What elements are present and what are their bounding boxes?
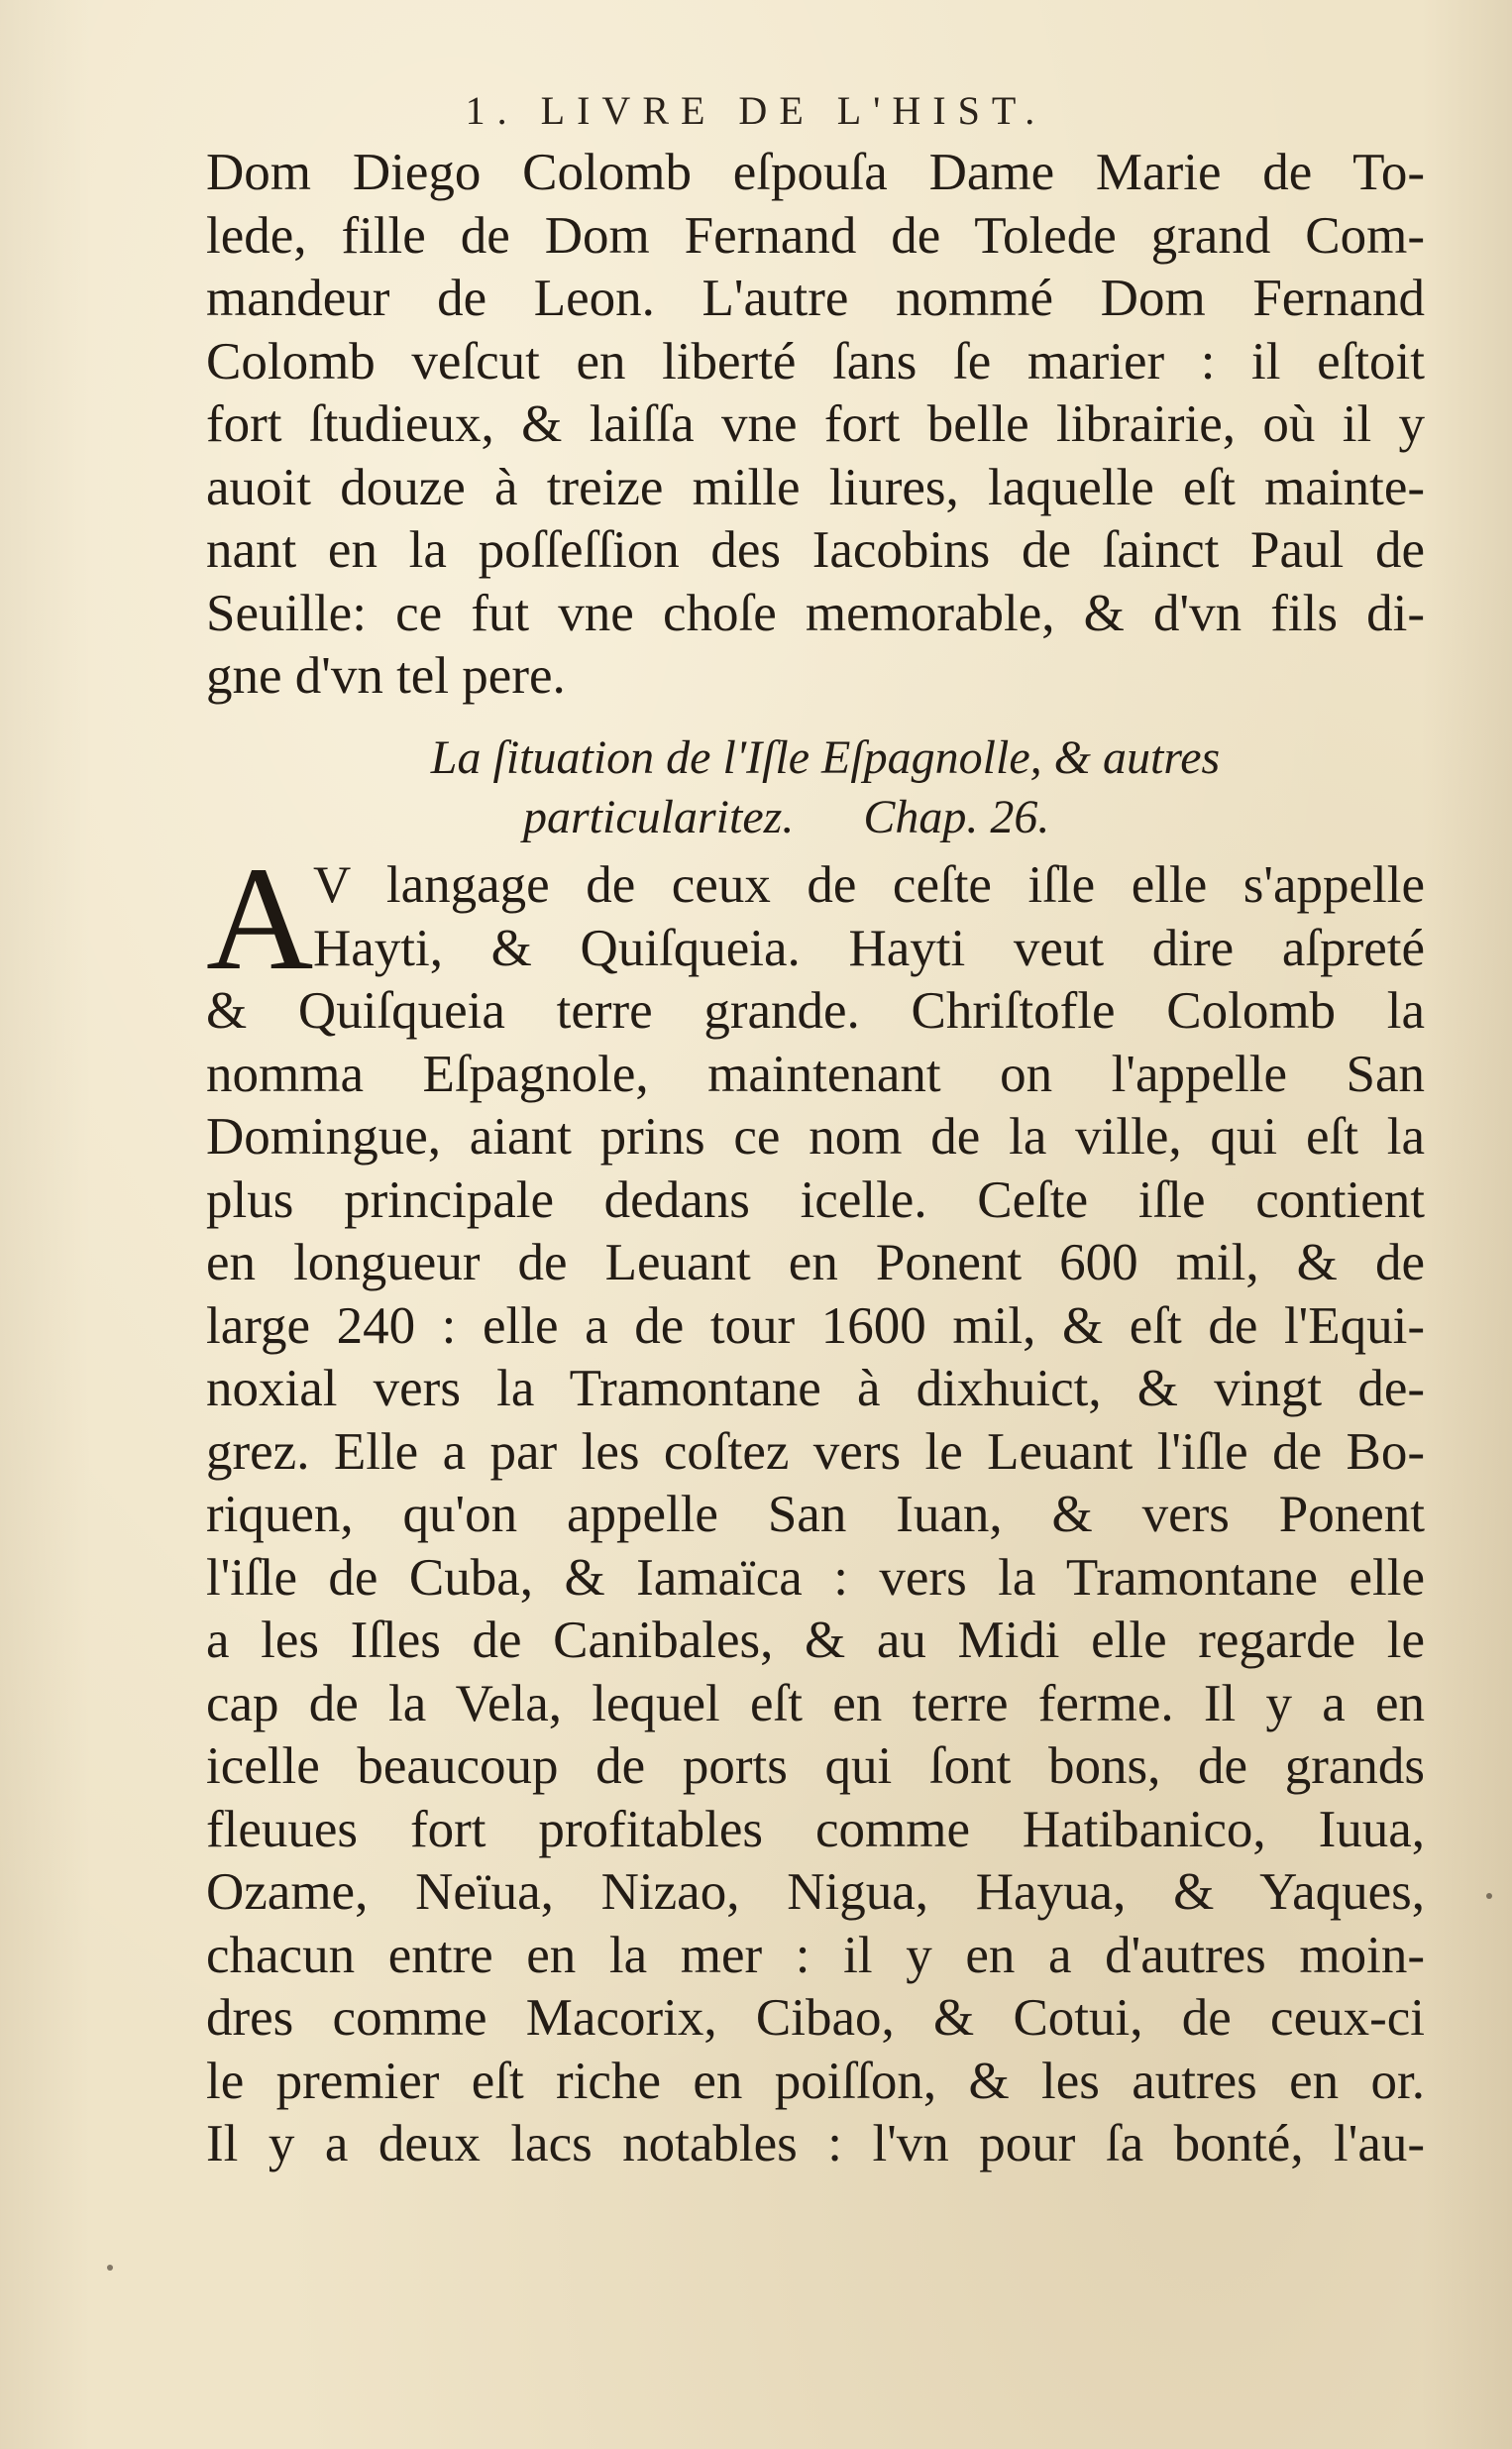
text-line: Seuille: ce fut vne choſe memorable, & d'vn fils di- [206, 584, 1425, 642]
text-line: le premier eſt riche en poiſſon, & les autres en or. [206, 2052, 1425, 2110]
text-line: chacun entre en la mer : il y en a d'autres moin- [206, 1926, 1425, 1984]
text-line: dres comme Macorix, Cibao, & Cotui, de ceux-ci [206, 1989, 1425, 2047]
running-head: 1. LIVRE DE L'HIST. [465, 88, 1047, 133]
paragraph-1 [206, 142, 1425, 709]
text-line: Dom Diego Colomb eſpouſa Dame Marie de To- [206, 144, 1425, 201]
text-line: & Quiſqueia terre grande. Chriſtofle Colomb la [206, 982, 1425, 1040]
text-line: noxial vers la Tramontane à dixhuict, & vingt de- [206, 1360, 1425, 1417]
paragraph-2 [206, 836, 1425, 2176]
text-line: plus principale dedans icelle. Ceſte iſle contient [206, 1170, 1425, 1229]
text-line: Domingue, aiant prins ce nom de la ville, qui eſt la [206, 1108, 1425, 1166]
drop-cap: A [206, 836, 314, 1001]
text-line: fort ſtudieux, & laiſſa vne fort belle librairie, où il y [206, 395, 1425, 453]
text-line: a les Iſles de Canibales, & au Midi elle regarde le [206, 1612, 1425, 1669]
text-line: gne d'vn tel pere. [206, 647, 566, 705]
text-line: auoit douze à treize mille liures, laquelle eſt mainte- [206, 458, 1425, 516]
text-line: riquen, qu'on appelle San Iuan, & vers Ponent [206, 1486, 1425, 1543]
chapter-title-line-1: La ſituation de l'Iſle Eſpagnolle, & autres [430, 731, 1221, 784]
paper-speck [1486, 1893, 1492, 1899]
text-line: mandeur de Leon. L'autre nommé Dom Fernand [206, 270, 1425, 327]
chapter-number: Chap. 26. [863, 791, 1050, 843]
chapter-title-text: particularitez. [523, 791, 795, 843]
text-line: lede, fille de Dom Fernand de Tolede grand Com- [206, 206, 1425, 265]
text-line: Hayti, & Quiſqueia. Hayti veut dire aſpreté [313, 919, 1425, 977]
text-line: V langage de ceux de ceſte iſle elle s'appelle [313, 856, 1425, 914]
text-line: icelle beaucoup de ports qui ſont bons, de grands [206, 1737, 1425, 1795]
text-line: grez. Elle a par les coſtez vers le Leuant l'iſle de Bo- [206, 1422, 1425, 1481]
text-line: Ozame, Neïua, Nizao, Nigua, Hayua, & Yaques, [206, 1863, 1425, 1921]
text-line: nant en la poſſeſſion des Iacobins de ſainct Paul de [206, 521, 1425, 579]
paper-speck [107, 2265, 113, 2271]
text-line: en longueur de Leuant en Ponent 600 mil, & de [206, 1234, 1425, 1291]
text-line: fleuues fort profitables comme Hatibanico, Iuua, [206, 1800, 1425, 1858]
text-line: Il y a deux lacs notables : l'vn pour ſa bonté, l'au- [206, 2115, 1425, 2172]
text-line: Colomb veſcut en liberté ſans ſe marier : il eſtoit [206, 332, 1425, 390]
text-line: large 240 : elle a de tour 1600 mil, & eſt de l'Equi- [206, 1296, 1425, 1355]
chapter-title-line-2 [206, 788, 1425, 847]
text-line: l'iſle de Cuba, & Iamaïca : vers la Tramontane elle [206, 1548, 1425, 1607]
text-line: cap de la Vela, lequel eſt en terre ferme. Il y a en [206, 1674, 1425, 1732]
chapter-heading [206, 728, 1425, 847]
text-line: nomma Eſpagnole, maintenant on l'appelle San [206, 1045, 1425, 1103]
